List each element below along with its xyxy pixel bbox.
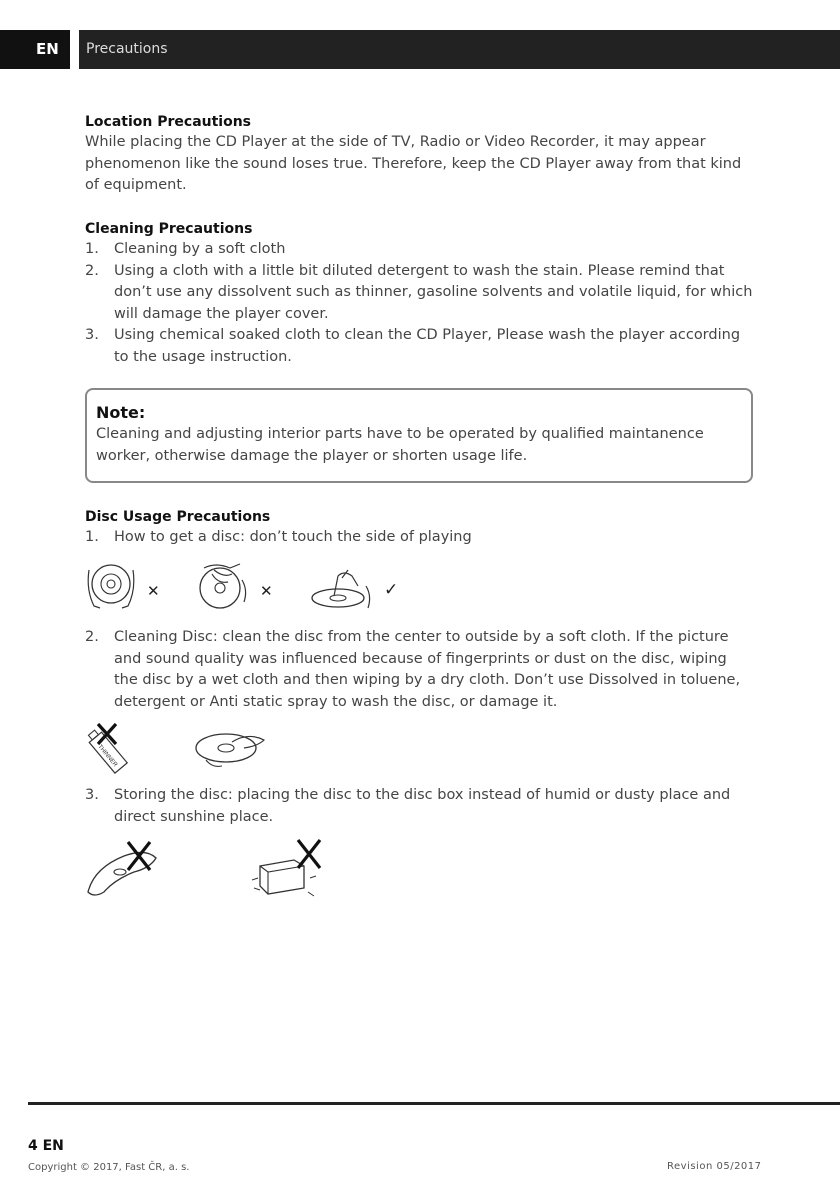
revision-text: Revision 05/2017 <box>667 1161 762 1172</box>
list-text: Using a cloth with a little bit diluted detergent to wash the stain. Please remind that don’t use any dissolvent such as thinner, gasoline solvents and volatile liquid, for which will damage the player cover. <box>114 262 753 322</box>
list-number: 1. <box>85 241 99 257</box>
list-number: 3. <box>85 787 99 803</box>
note-box <box>85 388 753 483</box>
note-text: Cleaning and adjusting interior parts have to be operated by qualified maintanence worker, otherwise damage the player or shorten usage life. <box>96 426 704 464</box>
disc-item-2 <box>85 627 755 713</box>
list-text: Using chemical soaked cloth to clean the CD Player, Please wash the player according to the usage instruction. <box>114 327 741 365</box>
list-item <box>85 261 755 326</box>
warped-disc-illustration <box>84 838 164 900</box>
list-text: Cleaning by a soft cloth <box>114 241 286 257</box>
wrong-mark-icon: ✕ <box>260 582 273 600</box>
list-text: Cleaning Disc: clean the disc from the center to outside by a soft cloth. If the picture and sound quality was influenced because of fingerprints or dust on the disc, wiping the disc by a wet cloth and then wiping by a dry cloth. Don’t use Dissolved in toluene, detergent or Anti static spray to wash the disc, or damage it. <box>114 629 741 710</box>
cleaning-list <box>85 239 755 368</box>
dusty-box-illustration <box>248 838 328 900</box>
disc-item-3 <box>85 785 755 828</box>
cleaning-title: Cleaning Precautions <box>85 221 253 237</box>
list-item <box>85 627 755 713</box>
list-item <box>85 785 755 828</box>
list-text: How to get a disc: don’t touch the side of playing <box>114 529 472 545</box>
location-text: While placing the CD Player at the side of TV, Radio or Video Recorder, it may appear phenomenon like the sound loses true. Therefore, keep the CD Player away from that kind of equipment. <box>85 134 742 193</box>
correct-mark-icon: ✓ <box>384 580 399 600</box>
hold-disc-wrong-illustration <box>86 562 146 612</box>
touch-disc-wrong-illustration <box>194 560 254 612</box>
hold-disc-correct-illustration <box>308 566 380 612</box>
wipe-disc-illustration <box>192 724 272 770</box>
list-number: 2. <box>85 629 99 645</box>
wrong-mark-icon: ✕ <box>147 582 160 600</box>
list-item <box>85 239 755 261</box>
location-section <box>85 112 755 197</box>
thinner-bottle-illustration <box>84 722 134 777</box>
footer-divider <box>28 1102 840 1105</box>
list-number: 2. <box>85 262 99 279</box>
page-number: 4 EN <box>28 1138 64 1154</box>
list-text: Storing the disc: placing the disc to the disc box instead of humid or dusty place and direct sunshine place. <box>114 787 731 825</box>
disc-list-3 <box>85 785 755 828</box>
disc-section <box>85 507 755 549</box>
disc-list-1 <box>85 527 755 549</box>
location-title: Location Precautions <box>85 114 252 130</box>
section-header: Precautions <box>79 30 840 69</box>
cleaning-section <box>85 219 755 368</box>
note-title: Note: <box>96 403 146 422</box>
list-number: 3. <box>85 327 99 343</box>
disc-title: Disc Usage Precautions <box>85 509 271 525</box>
copyright-text: Copyright © 2017, Fast ČR, a. s. <box>28 1162 190 1173</box>
list-item <box>85 325 755 368</box>
page-header <box>0 30 840 69</box>
list-number: 1. <box>85 529 99 545</box>
language-tab: EN <box>0 30 70 69</box>
disc-list-2 <box>85 627 755 713</box>
thinner-label: THINNER <box>96 743 119 769</box>
list-item <box>85 527 755 549</box>
